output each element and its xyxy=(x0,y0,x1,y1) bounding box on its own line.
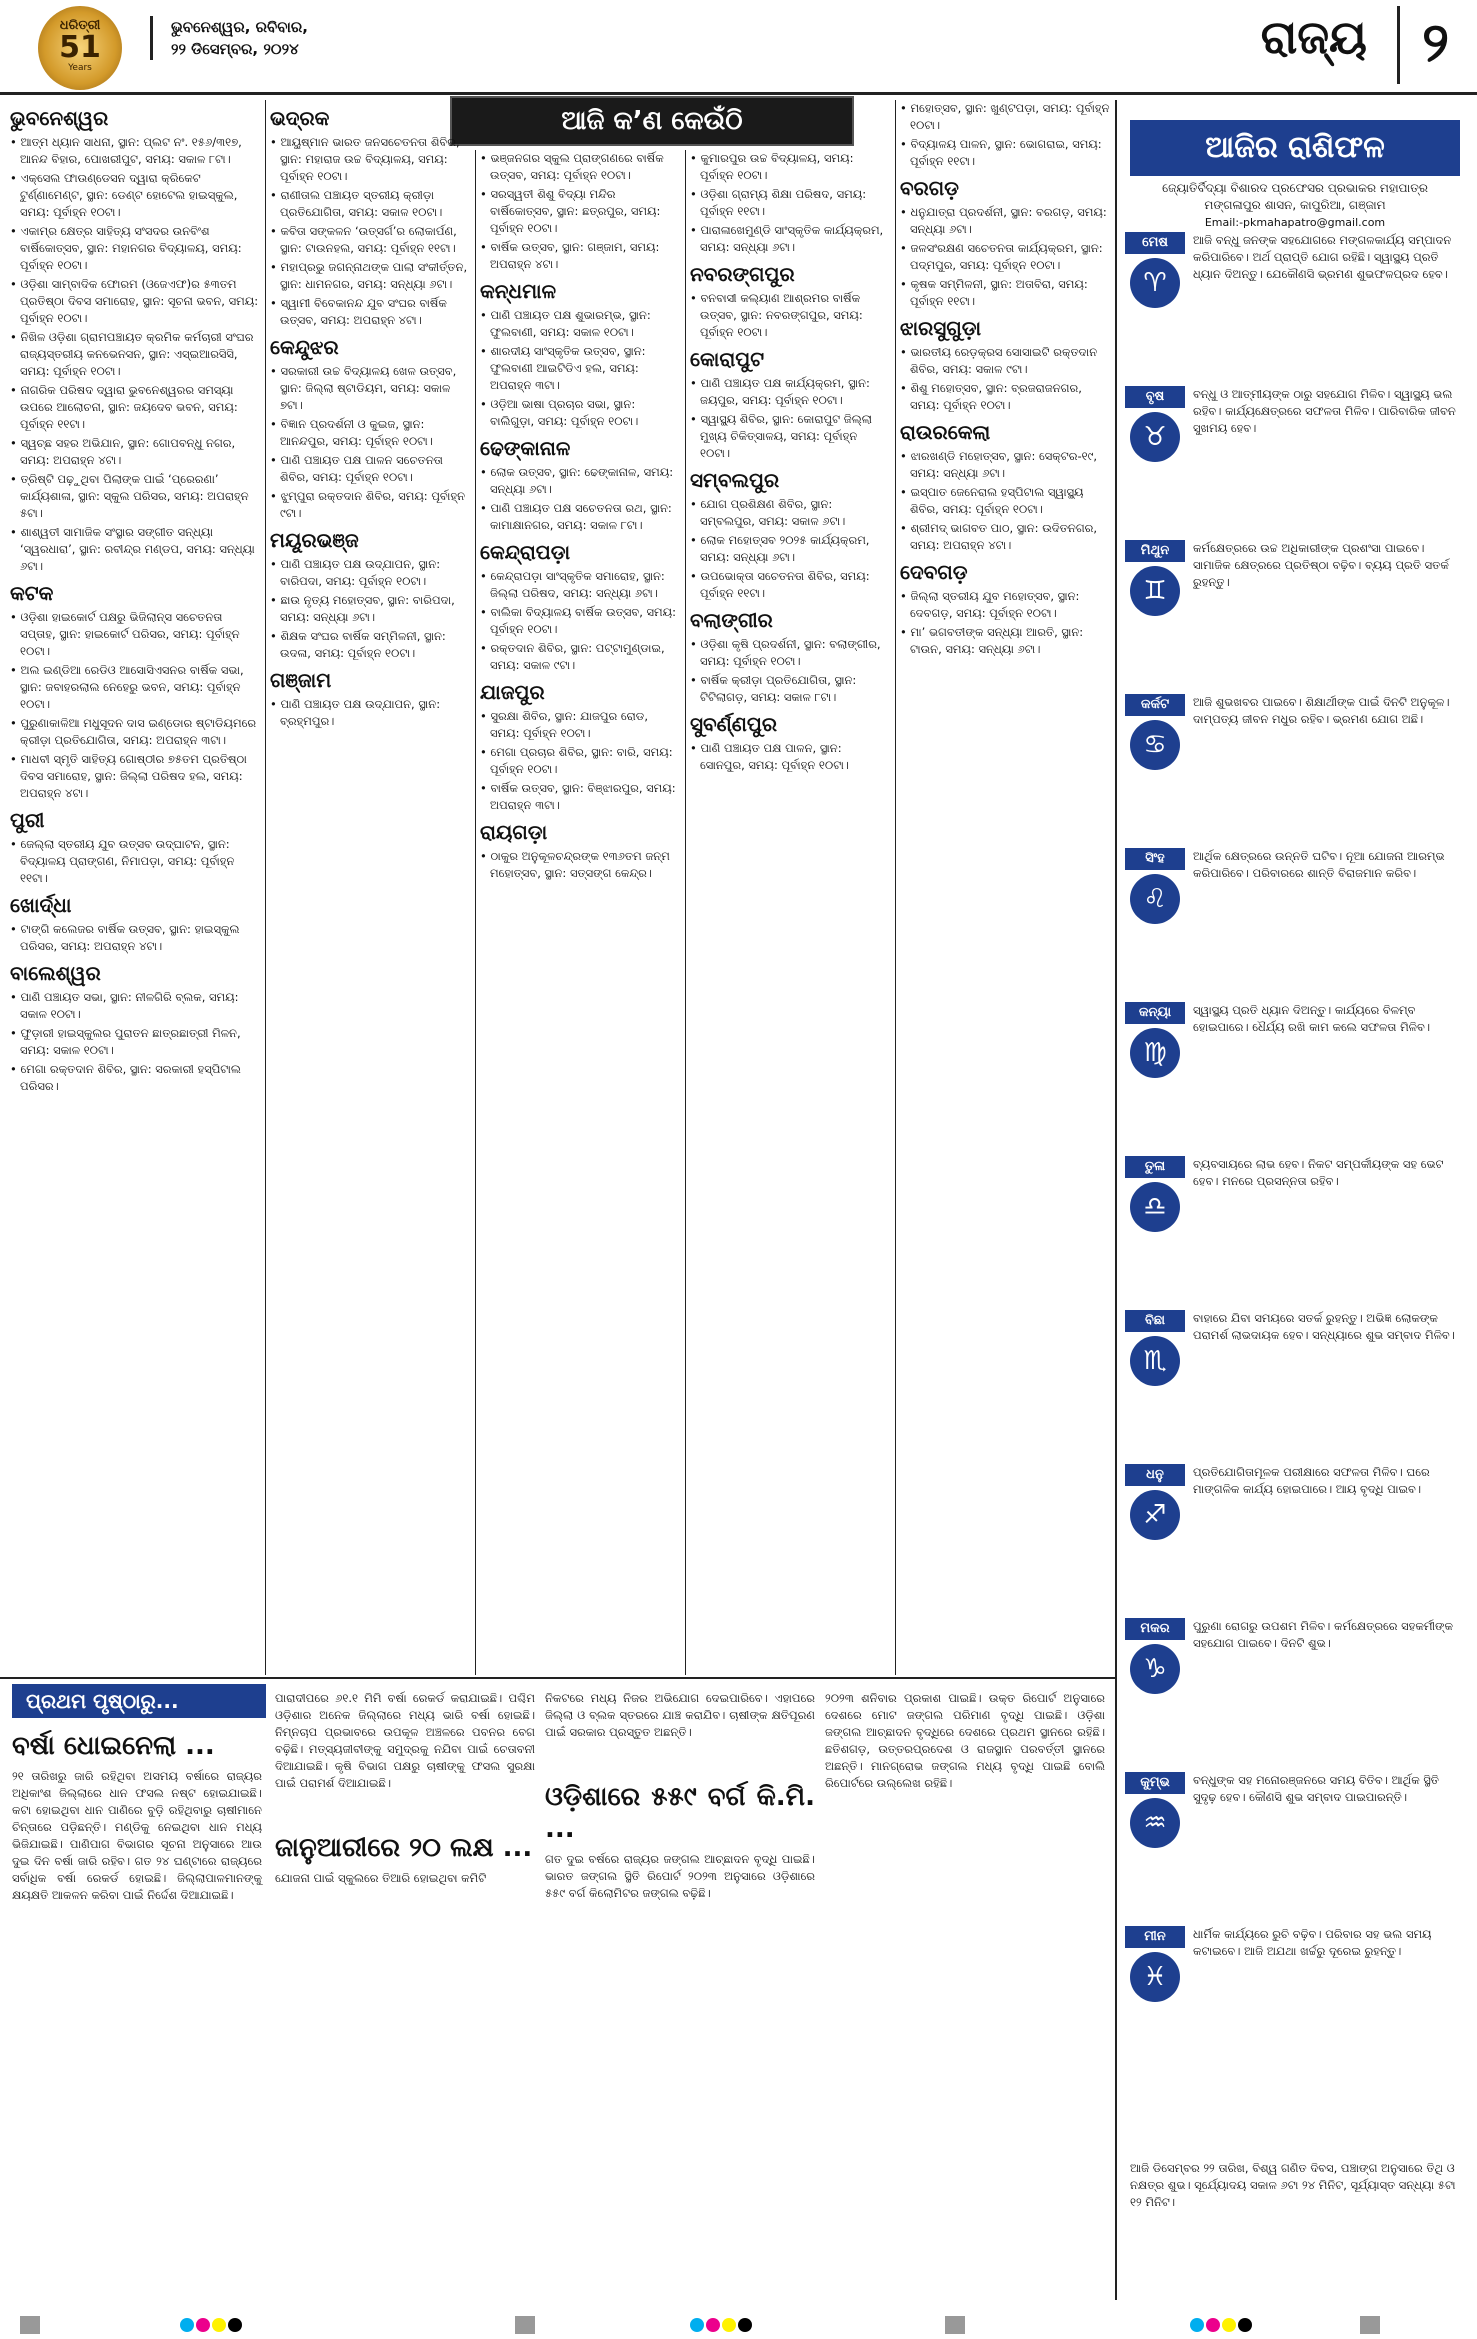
event-item: • ପାଣି ପଞ୍ଚାୟତ ପକ୍ଷ ଉଦ୍‌ଯାପନ, ସ୍ଥାନ: ବାରିପଦା, ସମୟ: ପୂର୍ବାହ୍ନ ୧୦ଟା। xyxy=(270,556,470,590)
event-item: • ପାଣି ପଞ୍ଚାୟତ ପକ୍ଷ ଶୁଭାରମ୍ଭ, ସ୍ଥାନ: ଫୁଲବାଣୀ, ସମୟ: ସକାଳ ୧୦ଟା। xyxy=(480,307,680,341)
sign-name: ତୁଳା xyxy=(1125,1156,1185,1178)
event-item: • ବନବାସୀ କଲ୍ୟାଣ ଆଶ୍ରମର ବାର୍ଷିକ ଉତ୍ସବ, ସ୍ଥାନ: ନବରଙ୍ଗପୁର, ସମୟ: ପୂର୍ବାହ୍ନ ୧୦ଟା। xyxy=(690,290,890,341)
horoscope-sign xyxy=(1125,1772,1465,1838)
event-item: • ତ୍ରିଷ୍ଟି ପଢ଼ୁଥିବା ପିଲାଙ୍କ ପାଇଁ ‘ପ୍ରେରଣା’ କାର୍ଯ୍ୟଶାଳା, ସ୍ଥାନ: ସ୍କୁଲ ପରିସର, ସମୟ: ଅପରାହ୍ନ ୫ଟା। xyxy=(10,471,260,522)
sign-forecast: କର୍ମକ୍ଷେତ୍ରରେ ଉଚ୍ଚ ଅଧିକାରୀଙ୍କ ପ୍ରଶଂସା ପାଇବେ। ସାମାଜିକ କ୍ଷେତ୍ରରେ ପ୍ରତିଷ୍ଠା ବଢ଼ିବ। ବ୍ୟୟ ପ୍ରତି ସତର୍କ ରୁହନ୍ତୁ। xyxy=(1193,541,1449,589)
sign-forecast: ସ୍ୱାସ୍ଥ୍ୟ ପ୍ରତି ଧ୍ୟାନ ଦିଅନ୍ତୁ। କାର୍ଯ୍ୟରେ ବିଳମ୍ବ ହୋଇପାରେ। ଧୈର୍ଯ୍ୟ ରଖି କାମ କଲେ ସଫଳତା ମିଳିବ। xyxy=(1193,1003,1431,1034)
sign-name: ମକର xyxy=(1125,1618,1185,1640)
horoscope-sign xyxy=(1125,1310,1465,1376)
zodiac-icon: ♊ xyxy=(1130,566,1180,616)
event-item: • ରକ୍ତଦାନ ଶିବିର, ସ୍ଥାନ: ପଟ୍ଟାମୁଣ୍ଡାଇ, ସମୟ: ସକାଳ ୯ଟା। xyxy=(480,640,680,674)
event-item: • ମହାପ୍ରଭୁ ଜଗନ୍ନାଥଙ୍କ ପାଲା ସଂକୀର୍ତ୍ତନ, ସ୍ଥାନ: ଧାମନଗର, ସମୟ: ସନ୍ଧ୍ୟା ୬ଟା। xyxy=(270,259,470,293)
sign-name: କନ୍ୟା xyxy=(1125,1002,1185,1024)
event-item: • ଓଡ଼ିଶା ଗ୍ରାମ୍ୟ ଶିକ୍ଷା ପରିଷଦ, ସମୟ: ପୂର୍ବାହ୍ନ ୧୧ଟା। xyxy=(690,186,890,220)
article-january-body: ଯୋଜନା ପାଇଁ ସ୍କୁଲରେ ତିଆରି ହୋଇଥିବା କମିଟି xyxy=(275,1871,487,1885)
article-forest xyxy=(545,1690,815,1902)
event-item: • ବାର୍ଷିକ କ୍ରୀଡ଼ା ପ୍ରତିଯୋଗିତା, ସ୍ଥାନ: ଟିଟିଲାଗଡ଼, ସମୟ: ସକାଳ ୮ଟା। xyxy=(690,672,890,706)
event-item: • ଫୁଡ଼ାରୀ ହାଇସ୍କୁଲର ପୁରାତନ ଛାତ୍ରଛାତ୍ରୀ ମିଳନ, ସମୟ: ସକାଳ ୧୦ଟା। xyxy=(10,1025,260,1059)
event-item: • ପାଣି ପଞ୍ଚାୟତ ସଭା, ସ୍ଥାନ: ନୀଳଗିରି ବ୍ଲକ, ସମୟ: ସକାଳ ୧୦ଟା। xyxy=(10,989,260,1023)
event-item: • ଓଡ଼ିଶା ସାମ୍ବାଦିକ ଫୋରମ (ଓଜେଏଫ)ର ୫୩ତମ ପ୍ରତିଷ୍ଠା ଦିବସ ସମାରୋହ, ସ୍ଥାନ: ସୂଚନା ଭବନ, ସମୟ: ପୂର୍ବାହ୍ନ ୧୦ଟା। xyxy=(10,276,260,327)
event-item: • ପୁରୁଣାକାଳିଆ ମଧୁସୂଦନ ଦାସ ଇଣ୍ଡୋର ଷ୍ଟାଡିୟମରେ କ୍ରୀଡ଼ା ପ୍ରତିଯୋଗିତା, ସମୟ: ଅପରାହ୍ନ ୩ଟା। xyxy=(10,715,260,749)
event-item: • ଶାଶ୍ୱତୀ ସାମାଜିକ ସଂସ୍ଥାର ସଙ୍ଗୀତ ସନ୍ଧ୍ୟା ‘ସ୍ୱରଧାରା’, ସ୍ଥାନ: ରବୀନ୍ଦ୍ର ମଣ୍ଡପ, ସମୟ: ସନ୍ଧ୍ୟା ୬ଟା। xyxy=(10,524,260,575)
astrologer-credit xyxy=(1130,180,1460,231)
event-item: • ଧନୁଯାତ୍ରା ପ୍ରଦର୍ଶନୀ, ସ୍ଥାନ: ବରଗଡ଼, ସମୟ: ସନ୍ଧ୍ୟା ୬ଟା। xyxy=(900,204,1110,238)
sign-forecast: ଆଜି ଶୁଭଖବର ପାଇବେ। ଶିକ୍ଷାର୍ଥୀଙ୍କ ପାଇଁ ଦିନଟି ଅନୁକୂଳ। ଦାମ୍ପତ୍ୟ ଜୀବନ ମଧୁର ରହିବ। ଭ୍ରମଣ ଯୋଗ ଅଛି। xyxy=(1193,695,1450,726)
zodiac-icon: ♎ xyxy=(1130,1182,1180,1232)
astrologer-email: Email:-pkmahapatro@gmail.com xyxy=(1204,216,1386,229)
day-almanac: ଆଜି ଡିସେମ୍ବର ୨୨ ତାରିଖ, ବିଶ୍ୱ ଗଣିତ ଦିବସ, ପଞ୍ଚାଙ୍ଗ ଅନୁସାରେ ତିଥି ଓ ନକ୍ଷତ୍ର ଶୁଭ। ସୂର୍ଯ୍ୟୋଦୟ ସକାଳ ୬ଟା ୨୪ ମିନିଟ, ସୂର୍ଯ୍ୟାସ୍ତ ସନ୍ଧ୍ୟା ୫ଟା ୧୨ ମିନିଟ। xyxy=(1130,2161,1456,2209)
city-heading: ପୁରୀ xyxy=(10,808,45,832)
event-item: • ପାଣି ପଞ୍ଚାୟତ ପକ୍ଷ କାର୍ଯ୍ୟକ୍ରମ, ସ୍ଥାନ: ଜୟପୁର, ସମୟ: ପୂର୍ବାହ୍ନ ୧୦ଟା। xyxy=(690,375,890,409)
event-item: • ମେଗା ରକ୍ତଦାନ ଶିବିର, ସ୍ଥାନ: ସରକାରୀ ହସ୍ପିଟାଲ ପରିସର। xyxy=(10,1061,260,1095)
event-item: • କବିତା ସଙ୍କଳନ ‘ଉତ୍ସର୍ଗ’ର ଲୋକାର୍ପଣ, ସ୍ଥାନ: ଟାଉନହଲ, ସମୟ: ପୂର୍ବାହ୍ନ ୧୧ଟା। xyxy=(270,223,470,257)
zodiac-icon: ♑ xyxy=(1130,1644,1180,1694)
horoscope-sign xyxy=(1125,694,1465,760)
event-item: • ବାର୍ଷିକ ଉତ୍ସବ, ସ୍ଥାନ: ଗଞ୍ଜାମ, ସମୟ: ଅପରାହ୍ନ ୪ଟା। xyxy=(480,239,680,273)
sign-name: ଧନୁ xyxy=(1125,1464,1185,1486)
horoscope-sign xyxy=(1125,1464,1465,1530)
sign-forecast: ବାହାରେ ଯିବା ସମୟରେ ସତର୍କ ରୁହନ୍ତୁ। ଅଭିଜ୍ଞ ଲୋକଙ୍କ ପରାମର୍ଶ ଲାଭଦାୟକ ହେବ। ସନ୍ଧ୍ୟାରେ ଶୁଭ ସମ୍ବାଦ ମିଳିବ। xyxy=(1193,1311,1455,1342)
event-item: • ଏକ୍ସେଲ ଫାଉଣ୍ଡେସନ ଦ୍ୱାରା କ୍ରିକେଟ ଟୁର୍ଣ୍ଣାମେଣ୍ଟ, ସ୍ଥାନ: ଡେଣ୍ଟ ହୋଟେଲ ହାଇସ୍କୁଲ, ସମୟ: ପୂର୍ବାହ୍ନ ୧୦ଟା। xyxy=(10,170,260,221)
event-item: • ଠାକୁର ଅନୁକୂଳଚନ୍ଦ୍ରଙ୍କ ୧୩୬ତମ ଜନ୍ମ ମହୋତ୍ସବ, ସ୍ଥାନ: ସତ୍‌ସଙ୍ଗ କେନ୍ଦ୍ର। xyxy=(480,848,680,882)
event-item: • ସରକାରୀ ଉଚ୍ଚ ବିଦ୍ୟାଳୟ ଖେଳ ଉତ୍ସବ, ସ୍ଥାନ: ଜିଲ୍ଲା ଷ୍ଟାଡିୟମ, ସମୟ: ସକାଳ ୭ଟା। xyxy=(270,363,470,414)
zodiac-icon: ♈ xyxy=(1130,258,1180,308)
dateline-city-day: ଭୁବନେଶ୍ୱର, ରବିବାର, xyxy=(171,18,308,36)
event-item: • ଝୁମ୍ପୁରା ରକ୍ତଦାନ ଶିବିର, ସମୟ: ପୂର୍ବାହ୍ନ ୯ଟା। xyxy=(270,488,470,522)
event-item: • ରାଣୀତାଲ ପଞ୍ଚାୟତ ସ୍ତରୀୟ କ୍ରୀଡ଼ା ପ୍ରତିଯୋଗିତା, ସମୟ: ସକାଳ ୧୦ଟା। xyxy=(270,187,470,221)
article-january-title: ଜାନୁଆରୀରେ ୨୦ ଲକ୍ଷ ... xyxy=(275,1833,533,1863)
event-item: • କୁମାରପୁର ଉଚ୍ଚ ବିଦ୍ୟାଳୟ, ସମୟ: ପୂର୍ବାହ୍ନ ୧୦ଟା। xyxy=(690,150,890,184)
event-item: • ଶିକ୍ଷକ ସଂଘର ବାର୍ଷିକ ସମ୍ମିଳନୀ, ସ୍ଥାନ: ଉଦଳା, ସମୟ: ପୂର୍ବାହ୍ନ ୧୦ଟା। xyxy=(270,628,470,662)
sign-name: କର୍କଟ xyxy=(1125,694,1185,716)
article-forest-title: ଓଡ଼ିଶାରେ ୫୫୯ ବର୍ଗ କି.ମି. ... xyxy=(545,1782,815,1844)
zodiac-icon: ♋ xyxy=(1130,720,1180,770)
event-item: • ଜିଲ୍ଲା ସ୍ତରୀୟ ଯୁବ ମହୋତ୍ସବ, ସ୍ଥାନ: ଦେବଗଡ଼, ସମୟ: ପୂର୍ବାହ୍ନ ୧୦ଟା। xyxy=(900,588,1110,622)
event-item: • ସ୍ୱାସ୍ଥ୍ୟ ଶିବିର, ସ୍ଥାନ: କୋରାପୁଟ ଜିଲ୍ଲା ମୁଖ୍ୟ ଚିକିତ୍ସାଳୟ, ସମୟ: ପୂର୍ବାହ୍ନ ୧୦ଟା। xyxy=(690,411,890,462)
event-item: • ଶାରଦୀୟ ସାଂସ୍କୃତିକ ଉତ୍ସବ, ସ୍ଥାନ: ଫୁଲବାଣୀ ଆଇଟିଡିଏ ହଲ, ସମୟ: ଅପରାହ୍ନ ୩ଟା। xyxy=(480,343,680,394)
event-item: • ଶିଶୁ ମହୋତ୍ସବ, ସ୍ଥାନ: ବ୍ରଜରାଜନଗର, ସମୟ: ପୂର୍ବାହ୍ନ ୧୦ଟା। xyxy=(900,380,1110,414)
logo-years-label: Years xyxy=(68,63,92,73)
city-heading: କେନ୍ଦୁଝର xyxy=(270,335,339,359)
event-item: • ଜଳସଂରକ୍ଷଣ ସଚେତନତା କାର୍ଯ୍ୟକ୍ରମ, ସ୍ଥାନ: ପଦ୍ମପୁର, ସମୟ: ପୂର୍ବାହ୍ନ ୧୦ଟା। xyxy=(900,240,1110,274)
sign-name: କୁମ୍ଭ xyxy=(1125,1772,1185,1794)
event-item: • ପାରାଳାଖେମୁଣ୍ଡି ସାଂସ୍କୃତିକ କାର୍ଯ୍ୟକ୍ରମ, ସମୟ: ସନ୍ଧ୍ୟା ୬ଟା। xyxy=(690,222,890,256)
event-item: • ଶ୍ରୀମଦ୍ ଭାଗବତ ପାଠ, ସ୍ଥାନ: ଉଦିତନଗର, ସମୟ: ଅପରାହ୍ନ ୪ଟା। xyxy=(900,520,1110,554)
city-heading: ଭୁବନେଶ୍ୱର xyxy=(10,106,109,130)
dateline xyxy=(150,16,308,60)
city-heading: ନବରଙ୍ଗପୁର xyxy=(690,262,795,286)
event-item: • ଇସ୍ପାତ ଜେନେରାଲ ହସ୍ପିଟାଲ ସ୍ୱାସ୍ଥ୍ୟ ଶିବିର, ସମୟ: ପୂର୍ବାହ୍ନ ୧୦ଟା। xyxy=(900,484,1110,518)
zodiac-icon: ♐ xyxy=(1130,1490,1180,1540)
event-item: • ସ୍ୱାମୀ ବିବେକାନନ୍ଦ ଯୁବ ସଂଘର ବାର୍ଷିକ ଉତ୍ସବ, ସମୟ: ଅପରାହ୍ନ ୪ଟା। xyxy=(270,295,470,329)
event-item: • ସୁରକ୍ଷା ଶିବିର, ସ୍ଥାନ: ଯାଜପୁର ରୋଡ, ସମୟ: ପୂର୍ବାହ୍ନ ୧୦ଟା। xyxy=(480,708,680,742)
city-heading: ରାୟଗଡ଼ା xyxy=(480,820,548,844)
article-forest-cont xyxy=(825,1690,1105,1792)
event-item: • ଟାଙ୍ଗି କଲେଜର ବାର୍ଷିକ ଉତ୍ସବ, ସ୍ଥାନ: ହାଇସ୍କୁଲ ପରିସର, ସମୟ: ଅପରାହ୍ନ ୪ଟା। xyxy=(10,921,260,955)
city-heading: ଖୋର୍ଦ୍ଧା xyxy=(10,893,72,917)
events-column-3 xyxy=(480,150,680,884)
city-heading: କଟକ xyxy=(10,581,54,605)
city-heading: ଦେବଗଡ଼ xyxy=(900,560,968,584)
article-rain xyxy=(12,1722,262,1904)
event-item: • ଏକାମ୍ର କ୍ଷେତ୍ର ସାହିତ୍ୟ ସଂସଦର ଉନବିଂଶ ବାର୍ଷିକୋତ୍ସବ, ସ୍ଥାନ: ମହାନଗର ବିଦ୍ୟାଳୟ, ସମୟ: ପୂର୍ବାହ୍ନ ୧୦ଟା। xyxy=(10,223,260,274)
sign-forecast: ଧାର୍ମିକ କାର୍ଯ୍ୟରେ ରୁଚି ବଢ଼ିବ। ପରିବାର ସହ ଭଲ ସମୟ କଟାଇବେ। ଆଜି ଅଯଥା ଖର୍ଚ୍ଚରୁ ଦୂରେଇ ରୁହନ୍ତୁ। xyxy=(1193,1927,1432,1958)
event-item: • ବିଜ୍ଞାନ ପ୍ରଦର୍ଶନୀ ଓ କୁଇଜ, ସ୍ଥାନ: ଆନନ୍ଦପୁର, ସମୟ: ପୂର୍ବାହ୍ନ ୧୦ଟା। xyxy=(270,416,470,450)
event-item: • ଉପଭୋକ୍ତା ସଚେତନତା ଶିବିର, ସମୟ: ପୂର୍ବାହ୍ନ ୧୧ଟା। xyxy=(690,568,890,602)
section-title: ରାଜ୍ୟ xyxy=(1260,10,1367,64)
city-heading: ବରଗଡ଼ xyxy=(900,176,959,200)
zodiac-icon: ♌ xyxy=(1130,874,1180,924)
horoscope-sign xyxy=(1125,1002,1465,1068)
city-heading: ରାଉରକେଲା xyxy=(900,420,991,444)
event-item: • ଲୋକ ଉତ୍ସବ, ସ୍ଥାନ: ଢେଙ୍କାନାଳ, ସମୟ: ସନ୍ଧ୍ୟା ୬ଟା। xyxy=(480,464,680,498)
horoscope-sign xyxy=(1125,540,1465,606)
sign-forecast: ବନ୍ଧୁଙ୍କ ସହ ମନୋରଞ୍ଜନରେ ସମୟ ବିତିବ। ଆର୍ଥିକ ସ୍ଥିତି ସୁଦୃଢ଼ ହେବ। କୌଣସି ଶୁଭ ସମ୍ବାଦ ପାଇପାରନ୍ତି। xyxy=(1193,1773,1439,1804)
events-column-1 xyxy=(10,100,260,1097)
article-rain-cont-body: ପାରାଦୀପରେ ୬୧.୧ ମିମି ବର୍ଷା ରେକର୍ଡ କରାଯାଇଛି। ପଶ୍ଚିମ ଓଡ଼ିଶାର ଅନେକ ଜିଲ୍ଲାରେ ମଧ୍ୟ ଭାରି ବର୍ଷା ହୋଇଛି। ନିମ୍ନଚାପ ପ୍ରଭାବରେ ଉପକୂଳ ଅଞ୍ଚଳରେ ପବନର ବେଗ ବଢ଼ିଛି। ମତ୍ସ୍ୟଜୀବୀଙ୍କୁ ସମୁଦ୍ରକୁ ନଯିବା ପାଇଁ ଚେତାବନୀ ଦିଆଯାଇଛି। କୃଷି ବିଭାଗ ପକ୍ଷରୁ ଚାଷୀଙ୍କୁ ଫସଲ ସୁରକ୍ଷା ପାଇଁ ପରାମର୍ଶ ଦିଆଯାଇଛି। xyxy=(275,1691,535,1790)
event-item: • ମହୋତ୍ସବ, ସ୍ଥାନ: ଖୁଣ୍ଟପଡ଼ା, ସମୟ: ପୂର୍ବାହ୍ନ ୧୦ଟା। xyxy=(900,100,1110,134)
dateline-date: ୨୨ ଡିସେମ୍ବର, ୨୦୨୪ xyxy=(171,40,299,58)
event-item: • ଛାଉ ନୃତ୍ୟ ମହୋତ୍ସବ, ସ୍ଥାନ: ବାରିପଦା, ସମୟ: ସନ୍ଧ୍ୟା ୬ଟା। xyxy=(270,592,470,626)
event-item: • ପାଣି ପଞ୍ଚାୟତ ପକ୍ଷ ଉଦ୍‌ଯାପନ, ସ୍ଥାନ: ବ୍ରହ୍ମପୁର। xyxy=(270,696,470,730)
sign-forecast: ବ୍ୟବସାୟରେ ଲାଭ ହେବ। ନିକଟ ସମ୍ପର୍କୀୟଙ୍କ ସହ ଭେଟ ହେବ। ମନରେ ପ୍ରସନ୍ନତା ରହିବ। xyxy=(1193,1157,1444,1188)
sign-forecast: ଆର୍ଥିକ କ୍ଷେତ୍ରରେ ଉନ୍ନତି ଘଟିବ। ନୂଆ ଯୋଜନା ଆରମ୍ଭ କରିପାରିବେ। ପରିବାରରେ ଶାନ୍ତି ବିରାଜମାନ କରିବ। xyxy=(1193,849,1445,880)
city-heading: ଗଞ୍ଜାମ xyxy=(270,668,332,692)
masthead xyxy=(0,0,1477,95)
horoscope-sign xyxy=(1125,1618,1465,1684)
zodiac-icon: ♍ xyxy=(1130,1028,1180,1078)
event-item: • ନାଗରିକ ପରିଷଦ ଦ୍ୱାରା ଭୁବନେଶ୍ୱରର ସମସ୍ୟା ଉପରେ ଆଲୋଚନା, ସ୍ଥାନ: ଜୟଦେବ ଭବନ, ସମୟ: ପୂର୍ବାହ୍ନ ୧୧ଟା। xyxy=(10,382,260,433)
city-heading: ଢେଙ୍କାନାଳ xyxy=(480,436,571,460)
event-item: • ବାଲିକା ବିଦ୍ୟାଳୟ ବାର୍ଷିକ ଉତ୍ସବ, ସମୟ: ପୂର୍ବାହ୍ନ ୧୦ଟା। xyxy=(480,604,680,638)
event-item: • ଆୟୁଷ୍ମାନ ଭାରତ ଜନସଚେତନତା ଶିବିର, ସ୍ଥାନ: ମହାରାଜ ଉଚ୍ଚ ବିଦ୍ୟାଳୟ, ସମୟ: ପୂର୍ବାହ୍ନ ୧୦ଟା। xyxy=(270,134,470,185)
events-column-4 xyxy=(690,150,890,776)
event-item: • ବିଦ୍ୟାଳୟ ପାଳନ, ସ୍ଥାନ: ଭୋଗରାଇ, ସମୟ: ପୂର୍ବାହ୍ନ ୧୧ଟା। xyxy=(900,136,1110,170)
continued-from-front-header: ପ୍ରଥମ ପୃଷ୍ଠାରୁ... xyxy=(12,1684,266,1718)
horoscope-sign xyxy=(1125,1926,1465,1992)
event-item: • ଅଲ ଇଣ୍ଡିଆ ରେଡିଓ ଆସୋସିଏସନର ବାର୍ଷିକ ସଭା, ସ୍ଥାନ: ଜବାହରଲାଲ ନେହେରୁ ଭବନ, ସମୟ: ପୂର୍ବାହ୍ନ ୧୦ଟା। xyxy=(10,662,260,713)
city-heading: ସୁବର୍ଣ୍ଣପୁର xyxy=(690,712,778,736)
zodiac-icon: ♓ xyxy=(1130,1952,1180,2002)
article-forest-cont-body: ୨୦୨୩ ଶନିବାର ପ୍ରକାଶ ପାଇଛି। ଉକ୍ତ ରିପୋର୍ଟ ଅନୁସାରେ ଦେଶରେ ମୋଟ ଜଙ୍ଗଲ ପରିମାଣ ବୃଦ୍ଧି ପାଇଛି। ଓଡ଼ିଶା ଜଙ୍ଗଲ ଆଚ୍ଛାଦନ ବୃଦ୍ଧିରେ ଦେଶରେ ପ୍ରଥମ ସ୍ଥାନରେ ରହିଛି। ଛତିଶଗଡ଼, ଉତ୍ତରପ୍ରଦେଶ ଓ ରାଜସ୍ଥାନ ପରବର୍ତ୍ତୀ ସ୍ଥାନରେ ଅଛନ୍ତି। ମାନଗ୍ରୋଭ ଜଙ୍ଗଲ ମଧ୍ୟ ବୃଦ୍ଧି ପାଇଛି ବୋଲି ରିପୋର୍ଟରେ ଉଲ୍ଲେଖ ରହିଛି। xyxy=(825,1691,1105,1790)
zodiac-icon: ♒ xyxy=(1130,1798,1180,1848)
event-item: • ଭଞ୍ଜନଗର ସ୍କୁଲ ପ୍ରାଙ୍ଗଣରେ ବାର୍ଷିକ ଉତ୍ସବ, ସମୟ: ପୂର୍ବାହ୍ନ ୧୦ଟା। xyxy=(480,150,680,184)
sign-name: ମୀନ xyxy=(1125,1926,1185,1948)
article-rain-body: ୨୧ ତାରିଖରୁ ଜାରି ରହିଥିବା ଅସମୟ ବର୍ଷାରେ ରାଜ୍ୟର ଅଧିକାଂଶ ଜିଲ୍ଲାରେ ଧାନ ଫସଲ ନଷ୍ଟ ହୋଇଯାଇଛି। କଟା ହୋଇଥିବା ଧାନ ପାଣିରେ ବୁଡ଼ି ରହିଥିବାରୁ ଚାଷୀମାନେ ଚିନ୍ତାରେ ପଡ଼ିଛନ୍ତି। ମଣ୍ଡିକୁ ନେଇଥିବା ଧାନ ମଧ୍ୟ ଭିଜିଯାଇଛି। ପାଣିପାଗ ବିଭାଗର ସୂଚନା ଅନୁସାରେ ଆଉ ଦୁଇ ଦିନ ବର୍ଷା ଜାରି ରହିବ। ଗତ ୨୪ ଘଣ୍ଟାରେ ରାଜ୍ୟରେ ସର୍ବାଧିକ ବର୍ଷା ରେକର୍ଡ ହୋଇଛି। ଜିଲ୍ଲାପାଳମାନଙ୍କୁ କ୍ଷୟକ୍ଷତି ଆକଳନ କରିବା ପାଇଁ ନିର୍ଦ୍ଦେଶ ଦିଆଯାଇଛି। xyxy=(12,1769,262,1902)
events-column-2 xyxy=(270,100,470,732)
horoscope-sign xyxy=(1125,848,1465,914)
sign-forecast: ପ୍ରତିଯୋଗିତାମୂଳକ ପରୀକ୍ଷାରେ ସଫଳତା ମିଳିବ। ଘରେ ମାଙ୍ଗଳିକ କାର୍ଯ୍ୟ ହୋଇପାରେ। ଆୟ ବୃଦ୍ଧି ପାଇବ। xyxy=(1193,1465,1430,1496)
article-rain-cont xyxy=(275,1690,535,1887)
astrologer-name: ଜ୍ୟୋତିର୍ବିଦ୍ୟା ବିଶାରଦ ପ୍ରଫେସର ପ୍ରଭାକର ମହାପାତ୍ର xyxy=(1162,181,1428,195)
event-item: • ସ୍ୱଚ୍ଛ ସହର ଅଭିଯାନ, ସ୍ଥାନ: ଗୋପବନ୍ଧୁ ନଗର, ସମୟ: ଅପରାହ୍ନ ୪ଟା। xyxy=(10,435,260,469)
horoscope-sign xyxy=(1125,232,1465,298)
event-item: • ବାର୍ଷିକ ଉତ୍ସବ, ସ୍ଥାନ: ବିଞ୍ଝାରପୁର, ସମୟ: ଅପରାହ୍ନ ୩ଟା। xyxy=(480,780,680,814)
event-item: • ନିଖିଳ ଓଡ଼ିଶା ଗ୍ରାମପଞ୍ଚାୟତ କ୍ରମିକ କର୍ମଚାରୀ ସଂଘର ରାଜ୍ୟସ୍ତରୀୟ କନଭେନସନ, ସ୍ଥାନ: ଏସ୍‌ଇଆରସିସି, ସମୟ: ପୂର୍ବାହ୍ନ ୧୦ଟା। xyxy=(10,329,260,380)
article-forest-lead: ନିକଟରେ ମଧ୍ୟ ନିଜର ଅଭିଯୋଗ ଦେଇପାରିବେ। ଏହାପରେ ଜିଲ୍ଲା ଓ ବ୍ଲକ ସ୍ତରରେ ଯାଞ୍ଚ କରାଯିବ। ଚାଷୀଙ୍କ କ୍ଷତିପୂରଣ ପାଇଁ ସରକାର ପ୍ରସ୍ତୁତ ଅଛନ୍ତି। xyxy=(545,1691,815,1739)
astrologer-address: ମଙ୍ଗଳାପୁର ଶାସନ, କାପୁରିଆ, ଗଞ୍ଜାମ xyxy=(1204,198,1386,212)
event-item: • ଯୋଗ ପ୍ରଶିକ୍ଷଣ ଶିବିର, ସ୍ଥାନ: ସମ୍ବଲପୁର, ସମୟ: ସକାଳ ୬ଟା। xyxy=(690,496,890,530)
event-item: • ଓଡ଼ିଶା ହାଇକୋର୍ଟ ପକ୍ଷରୁ ଭିଜିଲାନ୍ସ ସଚେତନତା ସପ୍ତାହ, ସ୍ଥାନ: ହାଇକୋର୍ଟ ପରିସର, ସମୟ: ପୂର୍ବାହ୍ନ ୧୦ଟା। xyxy=(10,609,260,660)
city-heading: ଭଦ୍ରକ xyxy=(270,106,330,130)
event-item: • ଝାରଖଣ୍ଡି ମହୋତ୍ସବ, ସ୍ଥାନ: ସେକ୍ଟର-୧୯, ସମୟ: ସନ୍ଧ୍ୟା ୬ଟା। xyxy=(900,448,1110,482)
city-heading: ଝାରସୁଗୁଡ଼ା xyxy=(900,316,982,340)
event-item: • ସରସ୍ୱତୀ ଶିଶୁ ବିଦ୍ୟା ମନ୍ଦିର ବାର୍ଷିକୋତ୍ସବ, ସ୍ଥାନ: ଛତ୍ରପୁର, ସମୟ: ପୂର୍ବାହ୍ନ ୧୦ଟା। xyxy=(480,186,680,237)
city-heading: କନ୍ଧମାଳ xyxy=(480,279,557,303)
event-item: • କୃଷକ ସମ୍ମିଳନୀ, ସ୍ଥାନ: ଅତାବିରା, ସମୟ: ପୂର୍ବାହ୍ନ ୧୧ଟା। xyxy=(900,276,1110,310)
event-item: • ମେଗା ପ୍ରଚାର ଶିବିର, ସ୍ଥାନ: ବାରି, ସମୟ: ପୂର୍ବାହ୍ନ ୧୦ଟା। xyxy=(480,744,680,778)
events-column-5 xyxy=(900,100,1110,660)
horoscope-header: ଆଜିର ରାଶିଫଳ xyxy=(1130,120,1460,176)
city-heading: ସମ୍ବଲପୁର xyxy=(690,468,780,492)
newspaper-logo xyxy=(38,6,122,90)
event-item: • ପାଣି ପଞ୍ଚାୟତ ପକ୍ଷ ପାଳନ ସଚେତନତା ଶିବିର, ସମୟ: ପୂର୍ବାହ୍ନ ୧୦ଟା। xyxy=(270,452,470,486)
sign-name: ସିଂହ xyxy=(1125,848,1185,870)
event-item: • ଭାରତୀୟ ରେଡ଼କ୍ରସ ସୋସାଇଟି ରକ୍ତଦାନ ଶିବିର, ସମୟ: ସକାଳ ୯ଟା। xyxy=(900,344,1110,378)
article-forest-body: ଗତ ଦୁଇ ବର୍ଷରେ ରାଜ୍ୟର ଜଙ୍ଗଲ ଆଚ୍ଛାଦନ ବୃଦ୍ଧି ପାଇଛି। ଭାରତ ଜଙ୍ଗଲ ସ୍ଥିତି ରିପୋର୍ଟ ୨୦୨୩ ଅନୁସାରେ ଓଡ଼ିଶାରେ ୫୫୯ ବର୍ଗ କିଲୋମିଟର ଜଙ୍ଗଲ ବଢ଼ିଛି। xyxy=(545,1852,815,1900)
event-item: • ଲୋକ ମହୋତ୍ସବ ୨୦୨୫ କାର୍ଯ୍ୟକ୍ରମ, ସମୟ: ସନ୍ଧ୍ୟା ୬ଟା। xyxy=(690,532,890,566)
city-heading: ଯାଜପୁର xyxy=(480,680,545,704)
event-item: • ପାଣି ପଞ୍ଚାୟତ ପକ୍ଷ ପାଳନ, ସ୍ଥାନ: ସୋନପୁର, ସମୟ: ପୂର୍ବାହ୍ନ ୧୦ଟା। xyxy=(690,740,890,774)
city-heading: ବାଲେଶ୍ୱର xyxy=(10,961,101,985)
sign-name: ମିଥୁନ xyxy=(1125,540,1185,562)
city-heading: କେନ୍ଦ୍ରାପଡ଼ା xyxy=(480,540,571,564)
horoscope-sign xyxy=(1125,386,1465,452)
sign-forecast: ବନ୍ଧୁ ଓ ଆତ୍ମୀୟଙ୍କ ଠାରୁ ସହଯୋଗ ମିଳିବ। ସ୍ୱାସ୍ଥ୍ୟ ଭଲ ରହିବ। କାର୍ଯ୍ୟକ୍ଷେତ୍ରରେ ସଫଳତା ମିଳିବ। ପାରିବାରିକ ଜୀବନ ସୁଖମୟ ହେବ। xyxy=(1193,387,1456,435)
event-item: • ଓଡ଼ିଆ ଭାଷା ପ୍ରଚାର ସଭା, ସ୍ଥାନ: ବାଲିଗୁଡ଼ା, ସମୟ: ପୂର୍ବାହ୍ନ ୧୦ଟା। xyxy=(480,396,680,430)
sign-name: ବିଛା xyxy=(1125,1310,1185,1332)
sign-name: ମେଷ xyxy=(1125,232,1185,254)
city-heading: କୋରାପୁଟ xyxy=(690,347,765,371)
event-item: • ପାଣି ପଞ୍ଚାୟତ ପକ୍ଷ ସଚେତନତା ରଥ, ସ୍ଥାନ: କାମାକ୍ଷାନଗର, ସମୟ: ସକାଳ ୮ଟା। xyxy=(480,500,680,534)
event-item: • ଜେଲ୍ଲା ସ୍ତରୀୟ ଯୁବ ଉତ୍ସବ ଉଦ୍‌ଘାଟନ, ସ୍ଥାନ: ବିଦ୍ୟାଳୟ ପ୍ରାଙ୍ଗଣ, ନିମାପଡ଼ା, ସମୟ: ପୂର୍ବାହ୍ନ ୧୧ଟା। xyxy=(10,836,260,887)
sign-forecast: ଆଜି ବନ୍ଧୁ ଜନଙ୍କ ସହଯୋଗରେ ମଙ୍ଗଳକାର୍ଯ୍ୟ ସମ୍ପାଦନ କରିପାରିବେ। ଅର୍ଥ ପ୍ରାପ୍ତି ଯୋଗ ରହିଛି। ସ୍ୱାସ୍ଥ୍ୟ ପ୍ରତି ଧ୍ୟାନ ଦିଅନ୍ତୁ। ଯେକୌଣସି ଭ୍ରମଣ ଶୁଭଫଳପ୍ରଦ ହେବ। xyxy=(1193,233,1452,281)
event-item: • ମା’ ଭଗବତୀଙ୍କ ସନ୍ଧ୍ୟା ଆରତି, ସ୍ଥାନ: ଟାଉନ, ସମୟ: ସନ୍ଧ୍ୟା ୬ଟା। xyxy=(900,624,1110,658)
logo-brand: ଧରିତ୍ରୀ xyxy=(59,18,101,33)
sign-forecast: ପୁରୁଣା ରୋଗରୁ ଉପଶମ ମିଳିବ। କର୍ମକ୍ଷେତ୍ରରେ ସହକର୍ମୀଙ୍କ ସହଯୋଗ ପାଇବେ। ଦିନଟି ଶୁଭ। xyxy=(1193,1619,1454,1650)
event-item: • କେନ୍ଦ୍ରାପଡ଼ା ସାଂସ୍କୃତିକ ସମାରୋହ, ସ୍ଥାନ: ଜିଲ୍ଲା ପରିଷଦ, ସମୟ: ସନ୍ଧ୍ୟା ୬ଟା। xyxy=(480,568,680,602)
logo-years-number: 51 xyxy=(59,30,101,65)
zodiac-icon: ♉ xyxy=(1130,412,1180,462)
horoscope-sign xyxy=(1125,1156,1465,1222)
sign-name: ବୃଷ xyxy=(1125,386,1185,408)
city-heading: ମୟୂରଭଞ୍ଜ xyxy=(270,528,359,552)
city-heading: ବଲାଙ୍ଗୀର xyxy=(690,608,773,632)
event-item: • ଓଡ଼ିଶା କୃଷି ପ୍ରଦର୍ଶନୀ, ସ୍ଥାନ: ବଲାଙ୍ଗୀର, ସମୟ: ପୂର୍ବାହ୍ନ ୧୦ଟା। xyxy=(690,636,890,670)
events-banner: ଆଜି କ’ଣ କେଉଁଠି xyxy=(450,96,854,146)
article-rain-title: ବର୍ଷା ଧୋଇନେଲା ... xyxy=(12,1731,215,1761)
event-item: • ଆତ୍ମ ଧ୍ୟାନ ସାଧନା, ସ୍ଥାନ: ପ୍ଲଟ ନଂ. ୧୫୬/୩୧୭, ଆନନ୍ଦ ବିହାର, ପୋଖରୀପୁଟ, ସମୟ: ସକାଳ ୮ଟା। xyxy=(10,134,260,168)
event-item: • ମାଧବୀ ସ୍ମୃତି ସାହିତ୍ୟ ଗୋଷ୍ଠୀର ୭୫ତମ ପ୍ରତିଷ୍ଠା ଦିବସ ସମାରୋହ, ସ୍ଥାନ: ଜିଲ୍ଲା ପରିଷଦ ହଲ, ସମୟ: ଅପରାହ୍ନ ୪ଟା। xyxy=(10,751,260,802)
page-number: ୨ xyxy=(1397,6,1449,84)
zodiac-icon: ♏ xyxy=(1130,1336,1180,1386)
